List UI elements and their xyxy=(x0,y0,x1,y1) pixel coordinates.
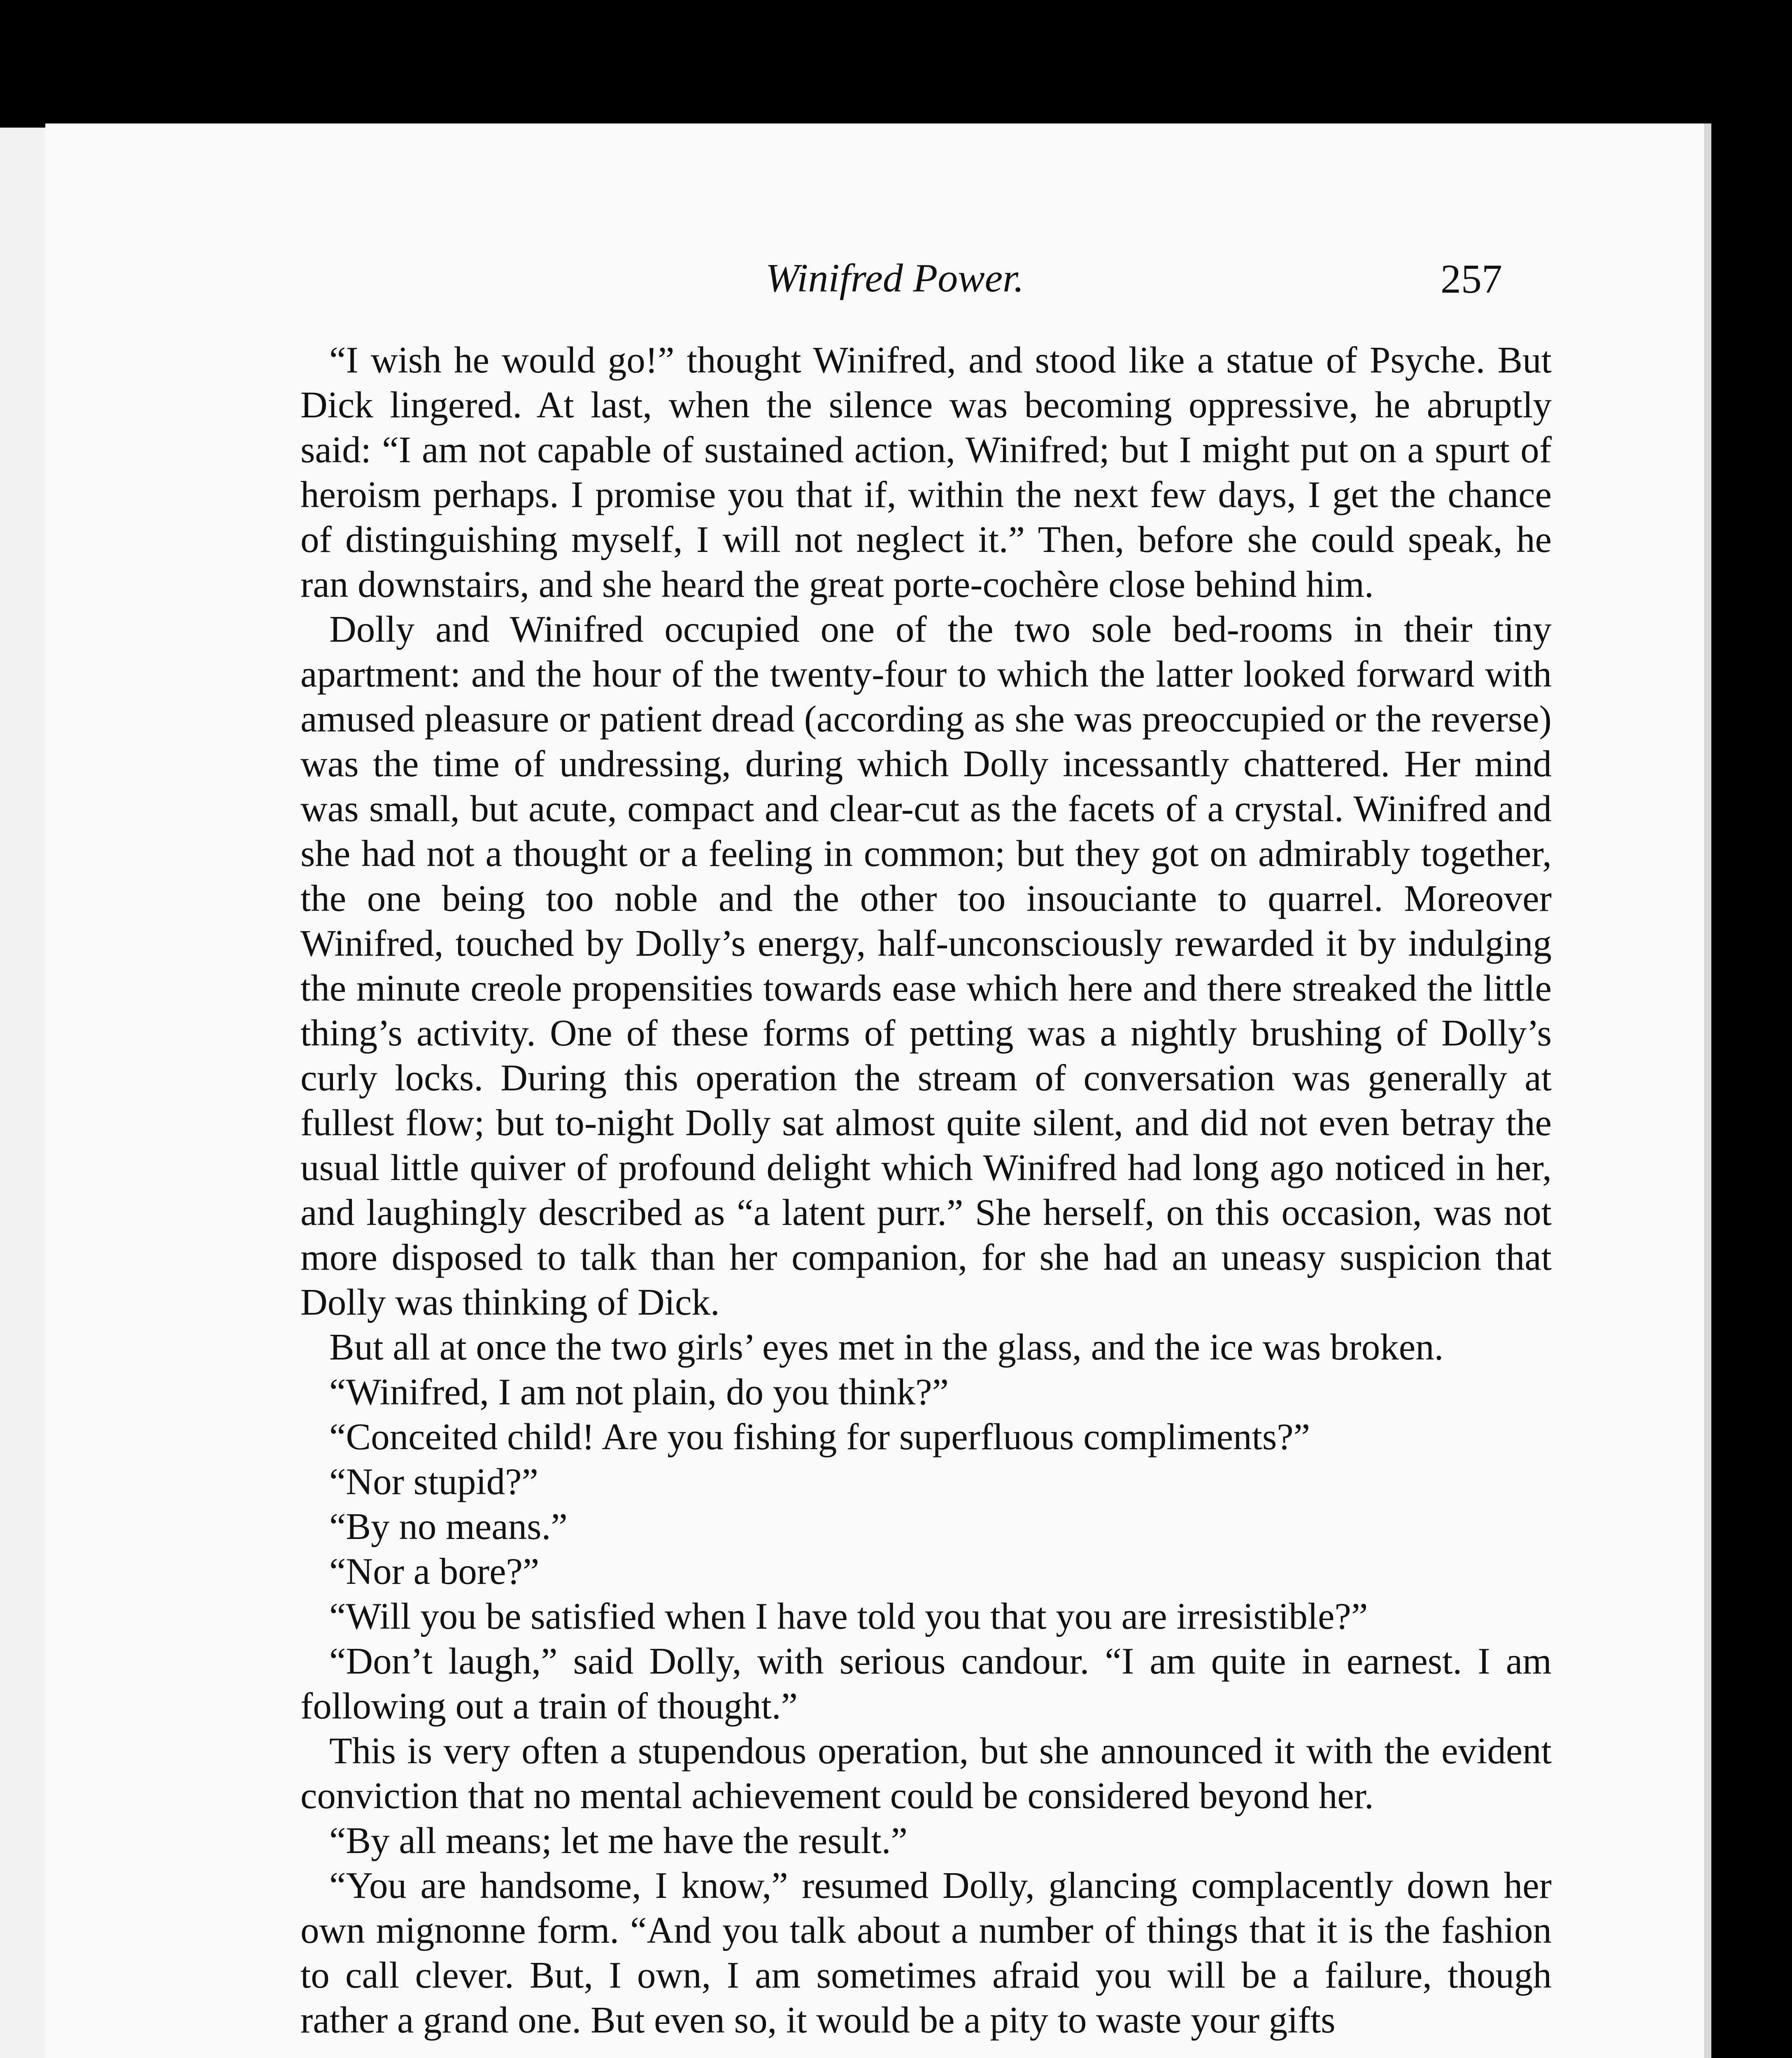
running-title: Winifred Power. xyxy=(766,256,1024,300)
paragraph: Dolly and Winifred occupied one of the two sole bed-rooms in their tiny apartment: and the hour of the twenty-four to which the latter looked forward with amused pleasure or patient dread (according as she was preoccupied or the reverse) was the time of undressing, during which Dolly incessantly chattered. Her mind was small, but acute, compact and clear-cut as the facets of a crystal. Winifred and she had not a thought or a feeling in common; but they got on admirably together, the one being too noble and the other too insouciante to quarrel. Moreover Winifred, touched by Dolly’s energy, half-unconsciously rewarded it by indulging the minute creole propensities towards ease which here and there streaked the little thing’s activity. One of these forms of petting was a nightly brushing of Dolly’s curly locks. During this operation the stream of conversation was generally at fullest flow; but to-night Dolly sat almost quite silent, and did not even betray the usual little quiver of profound delight which Winifred had long ago noticed in her, and laughingly described as “a latent purr.” She herself, on this occasion, was not more disposed to talk than her companion, for she had an uneasy suspicion that Dolly was thinking of Dick. xyxy=(300,608,1552,1323)
paragraph: “Will you be satisfied when I have told you that you are irresistible?” xyxy=(329,1595,1368,1637)
paragraph: “By no means.” xyxy=(329,1506,568,1547)
paragraph: But all at once the two girls’ eyes met in the glass, and the ice was broken. xyxy=(329,1326,1444,1368)
paragraph: “I wish he would go!” thought Winifred, and stood like a statue of Psyche. But Dick lingered. At last, when the silence was becoming oppressive, he abruptly said: “I am not capable of sustained action, Winifred; but I might put on a spurt of heroism perhaps. I promise you that if, within the next few days, I get the chance of distinguishing myself, I will not neglect it.” Then, before she could speak, he ran downstairs, and she heard the great porte-cochère close behind him. xyxy=(300,339,1552,605)
running-head xyxy=(45,255,1704,313)
adjacent-page-edge xyxy=(0,128,52,2058)
paragraph: This is very often a stupendous operation, but she announced it with the evident conviction that no mental achievement could be considered beyond her. xyxy=(300,1730,1552,1816)
paragraph: “Don’t laugh,” said Dolly, with serious candour. “I am quite in earnest. I am following out a train of thought.” xyxy=(300,1640,1552,1727)
body-text xyxy=(300,338,1552,2042)
paragraph: “You are handsome, I know,” resumed Dolly, glancing complacently down her own mignonne form. “And you talk about a number of things that it is the fashion to call clever. But, I own, I am sometimes afraid you will be a failure, though rather a grand one. But even so, it would be a pity to waste your gifts xyxy=(300,1865,1552,2041)
paragraph: “Nor stupid?” xyxy=(329,1461,538,1502)
book-page xyxy=(45,123,1704,2058)
paragraph: “By all means; let me have the result.” xyxy=(329,1820,908,1861)
paragraph: “Winifred, I am not plain, do you think?” xyxy=(329,1371,949,1413)
paragraph: “Nor a bore?” xyxy=(329,1550,540,1592)
paragraph: “Conceited child! Are you fishing for superfluous compliments?” xyxy=(329,1416,1310,1457)
page-number: 257 xyxy=(1441,256,1502,302)
